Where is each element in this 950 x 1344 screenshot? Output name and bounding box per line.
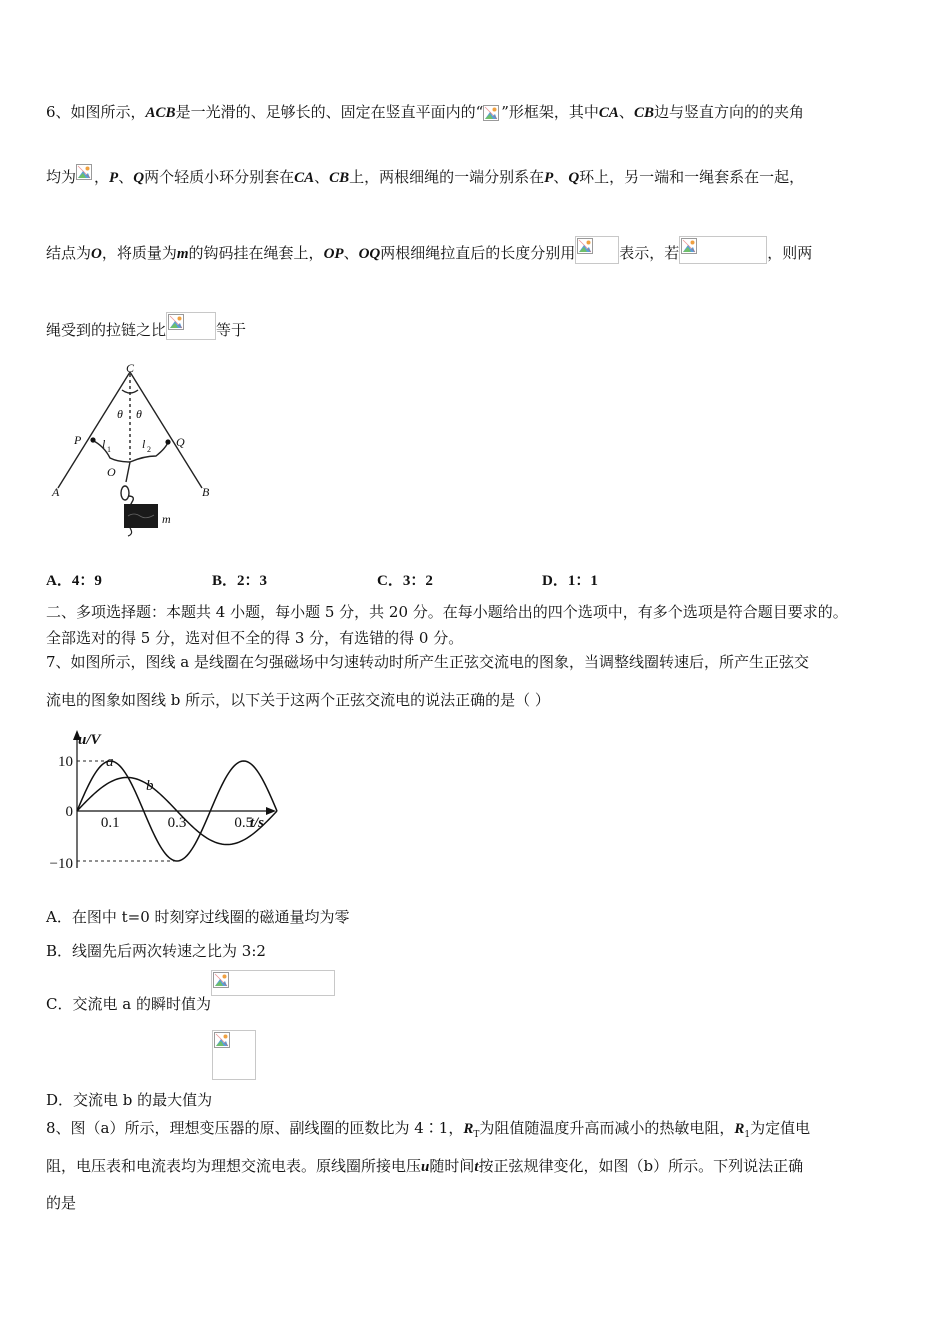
text: 为阻值随温度升高而减小的热敏电阻， <box>479 1119 735 1137</box>
text: 、 <box>343 244 359 262</box>
q8-line-2 <box>46 1156 803 1177</box>
text: ”形框架，其中 <box>501 103 599 121</box>
text: 是一光滑的、足够长的、固定在竖直平面内的“ <box>175 103 484 121</box>
subscript: T <box>473 1130 480 1140</box>
text: OP <box>323 246 344 262</box>
q6-option-a: A．4：9 <box>46 573 102 589</box>
subscript: 1 <box>744 1130 751 1140</box>
q6-option-b: B．2：3 <box>212 573 268 589</box>
broken-image-icon <box>212 1030 256 1080</box>
q6-line-2 <box>46 164 804 188</box>
text: 边与竖直方向的的夹角 <box>653 103 804 121</box>
rod-cb <box>130 372 202 488</box>
rod-ca <box>58 372 130 488</box>
q8-line-1 <box>46 1118 810 1145</box>
label-l2: l <box>142 437 146 451</box>
broken-image-icon <box>166 312 216 340</box>
q7-line-2: 流电的图象如图线 b 所示，以下关于这两个正弦交流电的说法正确的是（ ） <box>46 691 550 709</box>
q7-option-b: B．线圈先后两次转速之比为 3:2 <box>46 942 266 960</box>
label-l1: l <box>102 437 106 451</box>
text: 、 <box>553 168 569 186</box>
ring-p <box>90 437 95 442</box>
q7-chart <box>40 728 280 878</box>
q8-line-3: 的是 <box>46 1194 77 1212</box>
rope-op <box>92 440 130 462</box>
text: O <box>91 246 102 262</box>
q6-line-3 <box>46 236 812 264</box>
text: 绳受到的拉链之比 <box>46 321 167 339</box>
q6-option-d: D．1：1 <box>542 573 598 589</box>
label-theta-1: θ <box>117 407 123 421</box>
text: m <box>176 246 189 262</box>
label-o: O <box>107 465 116 479</box>
label-p: P <box>74 433 82 447</box>
label-theta-2: θ <box>136 407 142 421</box>
label-a: A <box>52 485 60 499</box>
text: 8、图（a）所示，理想变压器的原、副线圈的匝数比为 4∶1， <box>46 1119 464 1137</box>
text: 、 <box>618 103 634 121</box>
x-axis-label: t/s <box>249 815 264 831</box>
broken-image-icon <box>575 236 619 264</box>
text: R <box>734 1121 745 1137</box>
text: P <box>544 170 554 186</box>
q7-option-c <box>46 970 335 1013</box>
text: 的钩码挂在绳套上， <box>188 244 324 262</box>
text: 两根细绳拉直后的长度分别用 <box>380 244 576 262</box>
loop <box>121 486 129 500</box>
q6-figure <box>44 360 224 540</box>
x-tick-0.3: 0.3 <box>167 815 187 831</box>
text: OQ <box>358 246 381 262</box>
text: CB <box>329 170 350 186</box>
rope-hook <box>126 462 130 482</box>
broken-image-icon <box>76 164 94 188</box>
text: CB <box>633 105 654 121</box>
broken-image-icon <box>483 105 501 123</box>
text: 按正弦规律变化，如图（b）所示。下列说法正确 <box>478 1157 804 1175</box>
text: Q <box>568 170 580 186</box>
label-q: Q <box>176 435 185 449</box>
text: D．交流电 b 的最大值为 <box>46 1091 213 1109</box>
text: 两个轻质小环分别套在 <box>144 168 295 186</box>
text: ACB <box>145 105 176 121</box>
text: ，则两 <box>767 244 813 262</box>
q7-option-a: A．在图中 t=0 时刻穿过线圈的磁通量均为零 <box>46 908 350 926</box>
label-l2-sub: 2 <box>147 445 151 454</box>
y-tick-10: 10 <box>58 754 73 770</box>
text: C．交流电 a 的瞬时值为 <box>46 995 211 1013</box>
text: P <box>109 170 119 186</box>
text: ，将质量为 <box>101 244 177 262</box>
text: ， <box>94 168 110 186</box>
x-tick-0.1: 0.1 <box>100 815 120 831</box>
text: 、 <box>118 168 134 186</box>
broken-image-icon <box>679 236 767 264</box>
label-m: m <box>162 512 171 526</box>
text: 6、如图所示， <box>46 103 146 121</box>
q6-option-c: C．3：2 <box>377 573 433 589</box>
ring-q <box>165 439 170 444</box>
text: CA <box>294 170 315 186</box>
x-tick-0.5: 0.5 <box>234 815 254 831</box>
series-a-label: a <box>106 754 114 770</box>
text: 环上，另一端和一绳套系在一起， <box>579 168 805 186</box>
q6-line-1 <box>46 102 804 123</box>
text: 上，两根细绳的一端分别系在 <box>349 168 545 186</box>
text: 表示，若 <box>619 244 680 262</box>
section-2-line-2: 全部选对的得 5 分，选对但不全的得 3 分，有选错的得 0 分。 <box>46 629 464 647</box>
text: R <box>463 1121 474 1137</box>
text: Q <box>133 170 145 186</box>
label-l1-sub: 1 <box>107 445 111 454</box>
angle-arc <box>122 390 138 393</box>
label-b: B <box>202 485 210 499</box>
text: 、 <box>314 168 330 186</box>
section-2-line-1: 二、多项选择题：本题共 4 小题，每小题 5 分，共 20 分。在每小题给出的四个选项中，有多个选项是符合题目要求的。 <box>46 603 848 621</box>
text: 阻，电压表和电流表均为理想交流电表。原线圈所接电压 <box>46 1157 422 1175</box>
text: 为定值电 <box>750 1119 811 1137</box>
text: 均为 <box>46 168 77 186</box>
text: 等于 <box>216 321 247 339</box>
q7-option-d <box>46 1030 256 1109</box>
y-tick-neg10: −10 <box>49 856 73 872</box>
series-b-label: b <box>146 778 154 794</box>
broken-image-icon <box>211 970 335 996</box>
q6-line-4 <box>46 312 246 340</box>
text: CA <box>598 105 619 121</box>
q7-line-1: 7、如图所示，图线 a 是线圈在匀强磁场中匀速转动时所产生正弦交流电的图象，当调整线圈转速后，所产生正弦交 <box>46 653 810 671</box>
text: u <box>421 1159 430 1175</box>
y-tick-0: 0 <box>65 804 73 820</box>
text: t <box>474 1159 479 1175</box>
y-axis-label: u/V <box>78 732 101 748</box>
text: 结点为 <box>46 244 92 262</box>
text: 随时间 <box>429 1157 475 1175</box>
label-c: C <box>126 361 135 375</box>
